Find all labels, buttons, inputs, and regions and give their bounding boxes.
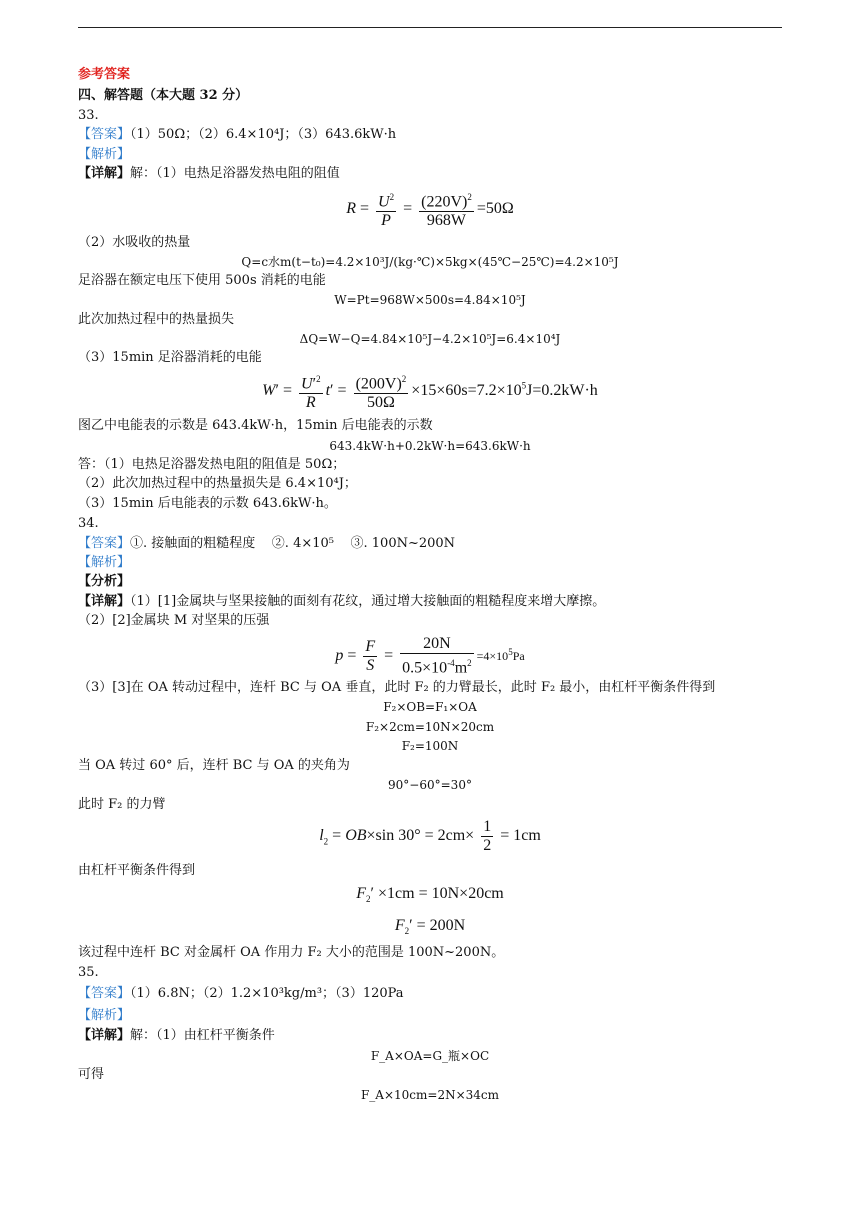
- q35-detail-tag: 【详解】: [78, 1028, 131, 1043]
- q34-eq-b1: $F_2' \times 1cm = 10N\times 20cm$: [356, 885, 504, 905]
- q33-eq-dQ: ΔQ=W−Q=4.84×10⁵J−4.2×10⁵J=6.4×10⁴J: [299, 332, 561, 346]
- q34-balance-line: 由杠杆平衡条件得到: [78, 863, 196, 878]
- q34-eq-l3: F₂=100N: [401, 739, 459, 753]
- q34-fenxi-tag: 【分析】: [78, 574, 131, 589]
- q34-eq-b2: $F_2' = 200N$: [394, 917, 466, 937]
- q35-detail-1: 解：（1）由杠杆平衡条件: [130, 1028, 275, 1043]
- q35-eq-2: F_A×10cm=2N×34cm: [360, 1088, 500, 1102]
- q34-number: 34.: [78, 516, 99, 531]
- q33-answer-row: [78, 126, 396, 144]
- q34-detail-1: （1）[1]金属块与坚果接触的面刻有花纹，通过增大接触面的粗糙程度来增大摩擦。: [130, 594, 606, 609]
- section-title: 四、解答题（本大题 32 分）: [78, 88, 249, 103]
- q33-eq-W2: W′ = $\frac{U'^2}{R}$ t′ = $\frac{(200V)^2}{50\Omega}$ $\times 15\times 60s=7.2\times 10^5J=0.2kW\cdot h$: [78, 370, 782, 414]
- page-title: 参考答案: [78, 67, 131, 82]
- q33-conclusion-2: （2）此次加热过程中的热量损失是 6.4×10⁴J；: [78, 476, 357, 491]
- q34-detail-3: （3）[3]在 OA 转动过程中，连杆 BC 与 OA 垂直，此时 F₂ 的力臂最长，此时 F₂ 最小，由杠杆平衡条件得到: [78, 680, 716, 695]
- q34-range-line: 该过程中连杆 BC 对金属杆 OA 作用力 F₂ 大小的范围是 100N~200N。: [78, 945, 505, 960]
- q34-eq-arm: $l_2 = OB\times\sin$ 30° = 2cm× $\frac{1}{2}$ = 1cm: [319, 818, 541, 854]
- q35-answer-text: （1）6.8N；（2）1.2×10³kg/m³；（3）120Pa: [130, 986, 404, 1001]
- q33-loss-line: 此次加热过程中的热量损失: [78, 312, 235, 327]
- q34-eq-angle: 90°−60°=30°: [388, 778, 472, 792]
- q34-detail-row: [78, 593, 605, 611]
- q35-detail-row: [78, 1027, 275, 1045]
- q34-eq-l1: F₂×OB=F₁×OA: [383, 700, 477, 714]
- header-rule: [78, 27, 782, 28]
- q33-meter-line: 图乙中电能表的示数是 643.4kW·h，15min 后电能表的示数: [78, 418, 433, 433]
- q34-answer-text: ①. 接触面的粗糙程度 ②. 4×10⁵ ③. 100N~200N: [130, 536, 456, 551]
- q34-eq-l2: F₂×2cm=10N×20cm: [365, 720, 495, 734]
- q35-number: 35.: [78, 965, 99, 980]
- q33-number: 33.: [78, 108, 99, 123]
- q33-energy-line: 足浴器在额定电压下使用 500s 消耗的电能: [78, 273, 326, 288]
- q35-analysis-tag: 【解析】: [78, 1008, 131, 1023]
- q33-part3-line: （3）15min 足浴器消耗的电能: [78, 350, 262, 365]
- q33-detail-tag: 【详解】: [78, 166, 131, 181]
- q33-heat-title: （2）水吸收的热量: [78, 235, 191, 250]
- q34-turn-line: 当 OA 转过 60° 后，连杆 BC 与 OA 的夹角为: [78, 758, 350, 773]
- q33-answer-tag: 【答案】: [78, 127, 131, 142]
- q35-answer-tag: 【答案】: [78, 986, 131, 1001]
- q33-eq-Q: Q=c水m(t−t₀)=4.2×10³J/(kg·℃)×5kg×(45℃−25℃)=4.2×10⁵J: [241, 255, 619, 269]
- q34-detail-2: （2）[2]金属块 M 对坚果的压强: [78, 613, 270, 628]
- q34-answer-row: [78, 535, 455, 553]
- q35-answer-row: [78, 985, 404, 1003]
- q34-analysis-tag: 【解析】: [78, 555, 131, 570]
- q33-eq-R: R = $\frac{U^2}{P}$ = $\frac{(220V)^2}{968W}$ =50Ω: [78, 188, 782, 232]
- q33-conclusion-3: （3）15min 后电能表的示数 643.6kW·h。: [78, 496, 337, 511]
- q34-eq-p: p = $\frac{F}{S}$ = $\frac{20N}{0.5\times 10^{-4}m^2}$ $=4\times 10^5Pa$: [335, 635, 525, 677]
- q33-eq-W: W=Pt=968W×500s=4.84×10⁵J: [334, 293, 526, 307]
- q33-analysis-tag: 【解析】: [78, 147, 131, 162]
- q33-eq-meter: 643.4kW·h+0.2kW·h=643.6kW·h: [329, 439, 531, 453]
- q33-detail-intro: 解：（1）电热足浴器发热电阻的阻值: [130, 166, 340, 181]
- q35-eq-1: F_A×OA=G_瓶×OC: [370, 1049, 490, 1063]
- q34-detail-tag: 【详解】: [78, 594, 131, 609]
- q34-answer-tag: 【答案】: [78, 536, 131, 551]
- q33-answer-text: （1）50Ω；（2）6.4×10⁴J；（3）643.6kW·h: [130, 127, 397, 142]
- q33-conclusion-1: 答：（1）电热足浴器发热电阻的阻值是 50Ω；: [78, 457, 346, 472]
- q35-kede: 可得: [78, 1067, 105, 1082]
- q34-arm-line: 此时 F₂ 的力臂: [78, 797, 166, 812]
- q33-detail-row: [78, 165, 340, 183]
